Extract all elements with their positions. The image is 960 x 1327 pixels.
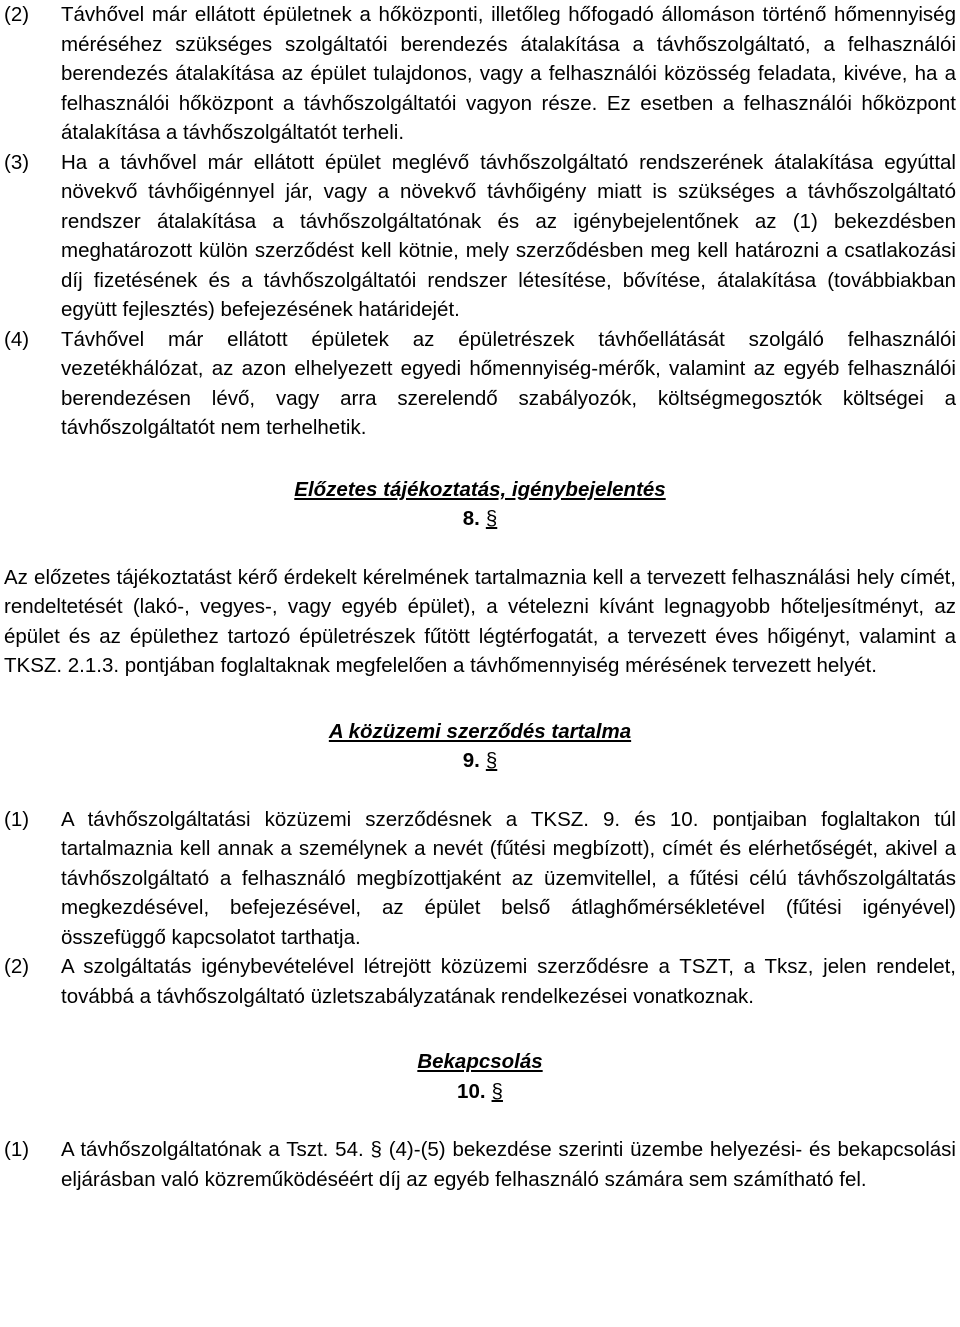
section-10-number: [4, 1077, 956, 1107]
paragraph-sign-icon: §: [485, 507, 498, 530]
section-9-heading: A közüzemi szerződés tartalma: [328, 719, 632, 743]
paragraph-sign-icon: §: [491, 1079, 503, 1103]
paragraph-number: (2): [4, 3, 30, 26]
section-number-label: 10.: [457, 1079, 486, 1103]
section-8-text: Az előzetes tájékoztatást kérő érdekelt kérelmének tartalmaznia kell a tervezett felhasználási hely címét, rendeltetését (lakó-, vegyes-, vagy egyéb épület), a vételezni kívánt legnagyobb hőteljesítményt, az épület és az épülethez tartozó épületrészek fűtött légtérfogatát, a tervezett éves hőigényt, valamint a TKSZ. 2.1.3. pontjában foglaltaknak megfelelően a távhőmennyiség mérésének tervezett helyét.: [4, 565, 956, 677]
section-8-heading: Előzetes tájékoztatás, igénybejelentés: [294, 477, 666, 501]
section-8-number: [4, 504, 956, 534]
paragraph-number: (3): [4, 150, 30, 174]
section-number-label: 8.: [462, 507, 480, 530]
section-10-heading: Bekapcsolás: [417, 1050, 543, 1073]
paragraph-text: Távhővel már ellátott épületnek a hőközponti, illetőleg hőfogadó állomáson történő hőmennyiség méréséhez szükséges szolgáltatói berendezés átalakítása a távhőszolgáltató, a felhasználói berendezés átalakítása az épület tulajdonos, vagy a felhasználói közösség feladata, kivéve, ha a felhasználói hőközpont a távhőszolgáltatói vagyon része. Ez esetben a felhasználói hőközpont átalakítása a távhőszolgáltatót terheli.: [61, 3, 956, 144]
paragraph-2: [4, 0, 956, 148]
paragraph-sign-icon: §: [485, 749, 498, 772]
paragraph-number: (1): [4, 807, 30, 831]
section-9-paragraph-2: [4, 952, 956, 1011]
paragraph-text: A távhőszolgáltatónak a Tszt. 54. § (4)-(5) bekezdése szerinti üzembe helyezési- és bekapcsolási eljárásban való közreműködéséért díj az egyéb felhasználó számára sem számítható fel.: [61, 1138, 956, 1191]
paragraph-number: (2): [4, 955, 30, 978]
paragraph-number: (1): [4, 1138, 30, 1161]
paragraph-text: Távhővel már ellátott épületek az épületrészek távhőellátását szolgáló felhasználói vezetékhálózat, az azon elhelyezett egyedi hőmennyiség-mérők, valamint az egyéb felhasználói berendezésen lévő, vagy arra szerelendő szabályozók, költségmegosztók költségei a távhőszolgáltatót nem terhelhetik.: [61, 327, 956, 439]
paragraph-4: [4, 325, 956, 443]
paragraph-text: A szolgáltatás igénybevételével létrejött közüzemi szerződésre a TSZT, a Tksz, jelen rendelet, továbbá a távhőszolgáltató üzletszabályzatának rendelkezései vonatkoznak.: [61, 955, 956, 1008]
paragraph-text: A távhőszolgáltatási közüzemi szerződésnek a TKSZ. 9. és 10. pontjaiban foglaltakon túl tartalmaznia kell annak a személynek a nevét (fűtési megbízott), címét és elérhetőségét, akivel a távhőszolgáltató a felhasználó megbízottjaként az üzemvitellel, a fűtési célú távhőszolgáltatás megkezdésével, befejezésével, az épület belső átlaghőmérsékletével (fűtési igényével) összefüggő kapcsolatot tarthatja.: [61, 807, 956, 949]
paragraph-text: Ha a távhővel már ellátott épület meglévő távhőszolgáltató rendszerének átalakítása egyúttal növekvő távhőigénnyel jár, vagy a növekvő távhőigény miatt is szükséges a távhőszolgáltató rendszer átalakítása a távhőszolgáltatónak és az igénybejelentőnek az (1) bekezdésben meghatározott külön szerződést kell kötnie, mely szerződésben meg kell határozni a csatlakozási díj fizetésének és a távhőszolgáltatói rendszer létesítése, bővítése, átalakítása (továbbiakban együtt fejlesztés) befejezésének határidejét.: [61, 150, 956, 321]
section-9-number: [4, 746, 956, 776]
section-number-label: 9.: [462, 749, 480, 772]
paragraph-3: [4, 148, 956, 325]
section-10-paragraph-1: [4, 1135, 956, 1194]
section-9-paragraph-1: [4, 805, 956, 953]
paragraph-number: (4): [4, 327, 30, 351]
